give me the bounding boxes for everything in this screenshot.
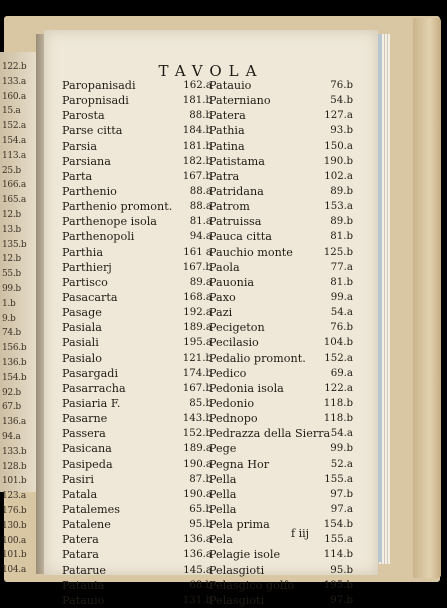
entry-name: Pedrazza della Sierra <box>209 427 331 441</box>
page-stack-blue-edge <box>378 34 382 562</box>
index-column-left <box>62 78 212 608</box>
entry-folio-reference: 167.b <box>182 170 212 182</box>
index-entry <box>209 351 353 366</box>
previous-page-ref: 136.a <box>2 417 26 428</box>
entry-name: Pege <box>209 442 237 456</box>
index-entry <box>62 184 212 199</box>
entry-name: Parosta <box>62 109 105 123</box>
index-entry <box>209 502 353 517</box>
entry-folio-reference: 89.b <box>330 185 353 197</box>
entry-name: Pela prima <box>209 518 270 532</box>
entry-folio-reference: 95.b <box>330 564 353 576</box>
entry-folio-reference: 76.b <box>330 80 353 91</box>
previous-page-ref: 176.b <box>2 505 27 516</box>
entry-name: Paxo <box>209 290 236 304</box>
previous-page-references <box>0 52 40 578</box>
entry-folio-reference: 68.b <box>189 579 212 591</box>
entry-name: Pela <box>209 533 233 547</box>
previous-page-ref: 113.a <box>2 150 26 161</box>
index-entry <box>62 441 212 456</box>
index-entry <box>62 396 212 411</box>
previous-page-ref: 13.b <box>2 224 21 235</box>
entry-folio-reference: 93.b <box>330 125 353 137</box>
index-entry <box>62 578 212 593</box>
index-entry <box>62 502 212 517</box>
entry-name: Pelasgioti <box>209 563 265 577</box>
entry-name: Pazi <box>209 306 233 320</box>
entry-name: Paola <box>209 260 240 274</box>
entry-name: Pelasgioti <box>209 593 265 607</box>
previous-page-ref: 136.b <box>2 357 27 368</box>
index-entry <box>62 335 212 350</box>
index-entry <box>209 426 353 441</box>
entry-folio-reference: 81.b <box>330 276 353 288</box>
index-entry <box>209 169 353 184</box>
index-entry <box>62 457 212 472</box>
entry-name: Pasarracha <box>62 381 126 395</box>
previous-page-ref: 104.a <box>2 565 26 576</box>
entry-name: Patala <box>62 487 98 501</box>
entry-folio-reference: 161 a <box>183 246 212 258</box>
entry-name: Parthenio <box>62 184 117 198</box>
previous-page-ref: 99.b <box>2 283 21 294</box>
previous-page-ref: 165.a <box>2 195 26 206</box>
index-entry <box>209 396 353 411</box>
entry-folio-reference: 167.b <box>182 261 212 273</box>
index-entry <box>209 214 353 229</box>
entry-name: Partisco <box>62 275 108 289</box>
entry-folio-reference: 190.b <box>323 155 353 167</box>
index-entry <box>209 381 353 396</box>
entry-folio-reference: 88.a <box>189 185 212 197</box>
entry-folio-reference: 77.a <box>330 261 353 273</box>
index-entry <box>62 260 212 275</box>
entry-folio-reference: 122.a <box>324 382 353 394</box>
entry-name: Patarue <box>62 563 107 577</box>
index-entry <box>209 411 353 426</box>
index-entry <box>209 305 353 320</box>
index-entry <box>62 229 212 244</box>
entry-name: Pednopo <box>209 412 258 426</box>
index-entry <box>209 320 353 335</box>
entry-folio-reference: 154.b <box>323 519 353 531</box>
entry-folio-reference: 97.b <box>330 488 353 500</box>
index-entry <box>62 547 212 562</box>
entry-folio-reference: 152.b <box>182 428 212 440</box>
entry-name: Pecilasio <box>209 336 259 350</box>
index-entry <box>209 457 353 472</box>
index-entry <box>62 320 212 335</box>
previous-page-ref: 154.b <box>2 372 27 383</box>
previous-page-ref: 1.b <box>2 298 16 309</box>
index-entry <box>62 532 212 547</box>
entry-name: Parthenopoli <box>62 230 135 244</box>
previous-page-ref: 55.b <box>2 269 21 280</box>
entry-name: Patera <box>62 533 99 547</box>
entry-name: Pasiala <box>62 321 102 335</box>
entry-name: Patridana <box>209 184 264 198</box>
entry-folio-reference: 192.a <box>183 307 212 319</box>
entry-name: Patauio <box>62 593 105 607</box>
index-entry <box>62 139 212 154</box>
index-entry <box>62 366 212 381</box>
previous-page-fragment <box>0 52 40 576</box>
previous-page-ref: 25.b <box>2 165 21 176</box>
entry-folio-reference: 190.a <box>183 458 212 470</box>
previous-page-ref: 152.a <box>2 121 26 132</box>
entry-name: Pauonia <box>209 275 255 289</box>
entry-name: Patra <box>209 169 240 183</box>
entry-folio-reference: 94.a <box>189 231 212 243</box>
entry-name: Parthenio promont. <box>62 200 173 214</box>
previous-page-ref: 12.b <box>2 209 21 220</box>
entry-folio-reference: 114.b <box>323 549 353 561</box>
previous-page-ref: 100.a <box>2 535 26 546</box>
entry-folio-reference: 88.b <box>189 110 212 122</box>
entry-folio-reference: 65.b <box>189 503 212 515</box>
entry-name: Pauca citta <box>209 230 272 244</box>
entry-name: Pedonio <box>209 396 255 410</box>
entry-folio-reference: 54.b <box>330 95 353 107</box>
entry-name: Pelagie isole <box>209 548 281 562</box>
index-entry <box>209 93 353 108</box>
index-entry <box>209 593 353 608</box>
entry-name: Pasiali <box>62 336 99 350</box>
entry-folio-reference: 127.a <box>324 110 353 122</box>
index-entry <box>209 487 353 502</box>
index-entry <box>62 154 212 169</box>
previous-page-ref: 160.a <box>2 91 26 102</box>
index-entry <box>62 78 212 93</box>
entry-folio-reference: 97.b <box>330 594 353 606</box>
entry-name: Patauio <box>209 79 252 92</box>
index-entry <box>62 169 212 184</box>
entry-name: Paropanisadi <box>62 79 136 92</box>
entry-folio-reference: 182.b <box>182 155 212 167</box>
index-entry <box>209 108 353 123</box>
previous-page-ref: 101.b <box>2 476 27 487</box>
previous-page-ref: 130.b <box>2 520 27 531</box>
index-entry <box>62 245 212 260</box>
entry-name: Parse citta <box>62 124 123 138</box>
entry-folio-reference: 181.b <box>182 95 212 107</box>
entry-name: Patauia <box>62 578 105 592</box>
entry-name: Parthierj <box>62 260 112 274</box>
index-entry <box>209 184 353 199</box>
entry-name: Patina <box>209 139 245 153</box>
signature-mark: f iij <box>291 527 310 540</box>
entry-name: Paterniano <box>209 94 271 108</box>
index-entry <box>209 366 353 381</box>
entry-folio-reference: 104.b <box>323 337 353 349</box>
cover-edge <box>413 18 441 578</box>
index-entry <box>209 441 353 456</box>
entry-name: Pedico <box>209 366 247 380</box>
entry-folio-reference: 167.b <box>182 382 212 394</box>
entry-name: Pauchio monte <box>209 245 293 259</box>
index-entry <box>62 123 212 138</box>
entry-folio-reference: 189.a <box>183 322 212 334</box>
index-entry <box>209 139 353 154</box>
index-entry <box>62 305 212 320</box>
index-entry <box>62 275 212 290</box>
entry-name: Pedonia isola <box>209 381 284 395</box>
index-entry <box>209 260 353 275</box>
entry-folio-reference: 143.b <box>182 413 212 425</box>
entry-name: Patruissa <box>209 215 262 229</box>
index-entry <box>62 593 212 608</box>
book-page <box>44 30 378 607</box>
entry-folio-reference: 52.a <box>330 458 353 470</box>
entry-name: Pasargadi <box>62 366 119 380</box>
entry-folio-reference: 81.b <box>330 231 353 243</box>
index-entry <box>209 578 353 593</box>
previous-page-ref: 122.b <box>2 62 27 72</box>
entry-name: Parthia <box>62 245 103 259</box>
page-title: TAVOLA <box>158 62 264 80</box>
entry-folio-reference: 97.a <box>330 503 353 515</box>
previous-page-ref: 12.b <box>2 254 21 265</box>
entry-folio-reference: 136.a <box>183 534 212 546</box>
previous-page-ref: 74.b <box>2 328 21 339</box>
index-entry <box>209 123 353 138</box>
previous-page-ref: 92.b <box>2 387 21 398</box>
entry-folio-reference: 155.a <box>324 473 353 485</box>
entry-folio-reference: 88.a <box>189 201 212 213</box>
index-entry <box>62 199 212 214</box>
entry-folio-reference: 95.b <box>189 519 212 531</box>
previous-page-ref: 166.a <box>2 180 26 191</box>
entry-folio-reference: 85.b <box>189 397 212 409</box>
index-entry <box>209 290 353 305</box>
entry-folio-reference: 89.a <box>189 276 212 288</box>
entry-folio-reference: 54.a <box>330 307 353 319</box>
previous-page-ref: 94.a <box>2 431 21 442</box>
entry-name: Patistama <box>209 154 265 168</box>
entry-folio-reference: 54.a <box>330 428 353 440</box>
index-entry <box>62 563 212 578</box>
index-entry <box>62 290 212 305</box>
entry-folio-reference: 118.b <box>323 413 353 425</box>
entry-folio-reference: 189.a <box>183 443 212 455</box>
entry-folio-reference: 81.a <box>189 216 212 228</box>
index-entry <box>209 229 353 244</box>
entry-name: Pasacarta <box>62 290 118 304</box>
index-entry <box>62 426 212 441</box>
entry-name: Passera <box>62 427 106 441</box>
index-entry <box>62 214 212 229</box>
entry-folio-reference: 118.b <box>323 397 353 409</box>
index-entry <box>209 245 353 260</box>
entry-folio-reference: 155.a <box>324 534 353 546</box>
index-entry <box>209 472 353 487</box>
entry-name: Pasiaria F. <box>62 396 121 410</box>
entry-folio-reference: 153.a <box>324 201 353 213</box>
entry-folio-reference: 87.b <box>189 473 212 485</box>
entry-folio-reference: 125.b <box>323 246 353 258</box>
entry-name: Parthenope isola <box>62 215 157 229</box>
previous-page-ref: 67.b <box>2 402 21 413</box>
index-entry <box>209 199 353 214</box>
previous-page-ref: 15.a <box>2 106 21 117</box>
index-entry <box>209 563 353 578</box>
entry-folio-reference: 190.a <box>183 488 212 500</box>
entry-folio-reference: 76.b <box>330 322 353 334</box>
index-entry <box>62 472 212 487</box>
index-entry <box>62 411 212 426</box>
index-entry <box>62 487 212 502</box>
previous-page-ref: 135.b <box>2 239 27 250</box>
entry-name: Pasialo <box>62 351 102 365</box>
previous-page-ref: 156.b <box>2 343 27 354</box>
previous-page-ref: 9.b <box>2 313 16 324</box>
index-column-right <box>209 78 353 608</box>
entry-name: Pasage <box>62 306 102 320</box>
entry-name: Parsiana <box>62 154 111 168</box>
index-entry <box>62 351 212 366</box>
previous-page-ref: 101.b <box>2 550 27 561</box>
index-entry <box>62 108 212 123</box>
entry-name: Pasicana <box>62 442 112 456</box>
entry-name: Pella <box>209 487 237 501</box>
entry-folio-reference: 69.a <box>330 367 353 379</box>
entry-name: Patara <box>62 548 99 562</box>
entry-folio-reference: 181.b <box>182 140 212 152</box>
previous-page-ref: 133.b <box>2 446 27 457</box>
entry-name: Patera <box>209 109 246 123</box>
entry-folio-reference: 195.b <box>323 579 353 591</box>
entry-name: Pegna Hor <box>209 457 270 471</box>
entry-name: Patalemes <box>62 502 121 516</box>
entry-folio-reference: 131.b <box>182 594 212 606</box>
entry-folio-reference: 136.a <box>183 549 212 561</box>
previous-page-ref: 128.b <box>2 461 27 472</box>
previous-page-ref: 133.a <box>2 76 26 87</box>
entry-name: Patrom <box>209 200 250 214</box>
entry-name: Paropnisadi <box>62 94 129 108</box>
index-entry <box>209 275 353 290</box>
index-entry <box>62 517 212 532</box>
entry-name: Parta <box>62 169 93 183</box>
entry-name: Pedalio promont. <box>209 351 306 365</box>
entry-name: Pelasgico golfo <box>209 578 295 592</box>
entry-folio-reference: 145.a <box>183 564 212 576</box>
entry-folio-reference: 99.b <box>330 443 353 455</box>
entry-name: Parsia <box>62 139 98 153</box>
entry-name: Pella <box>209 502 237 516</box>
previous-page-ref: 154.a <box>2 135 26 146</box>
entry-name: Patalene <box>62 518 111 532</box>
entry-folio-reference: 89.b <box>330 216 353 228</box>
index-entry <box>62 381 212 396</box>
entry-folio-reference: 168.a <box>183 291 212 303</box>
previous-page-ref: 123.a <box>2 491 26 502</box>
index-entry <box>209 78 353 93</box>
entry-folio-reference: 152.a <box>324 352 353 364</box>
index-entry <box>209 532 353 547</box>
index-entry <box>209 154 353 169</box>
entry-name: Pasarne <box>62 412 108 426</box>
entry-name: Pecigeton <box>209 321 265 335</box>
entry-folio-reference: 102.a <box>324 170 353 182</box>
entry-folio-reference: 162.a <box>183 80 212 91</box>
index-entry <box>209 547 353 562</box>
index-entry <box>62 93 212 108</box>
entry-folio-reference: 184.b <box>182 125 212 137</box>
entry-name: Pathia <box>209 124 245 138</box>
entry-folio-reference: 121.b <box>182 352 212 364</box>
entry-folio-reference: 195.a <box>183 337 212 349</box>
entry-folio-reference: 99.a <box>330 291 353 303</box>
entry-name: Pasipeda <box>62 457 113 471</box>
entry-folio-reference: 174.b <box>182 367 212 379</box>
entry-name: Pasiri <box>62 472 94 486</box>
entry-name: Pella <box>209 472 237 486</box>
entry-folio-reference: 150.a <box>324 140 353 152</box>
index-entry <box>209 517 353 532</box>
index-entry <box>209 335 353 350</box>
